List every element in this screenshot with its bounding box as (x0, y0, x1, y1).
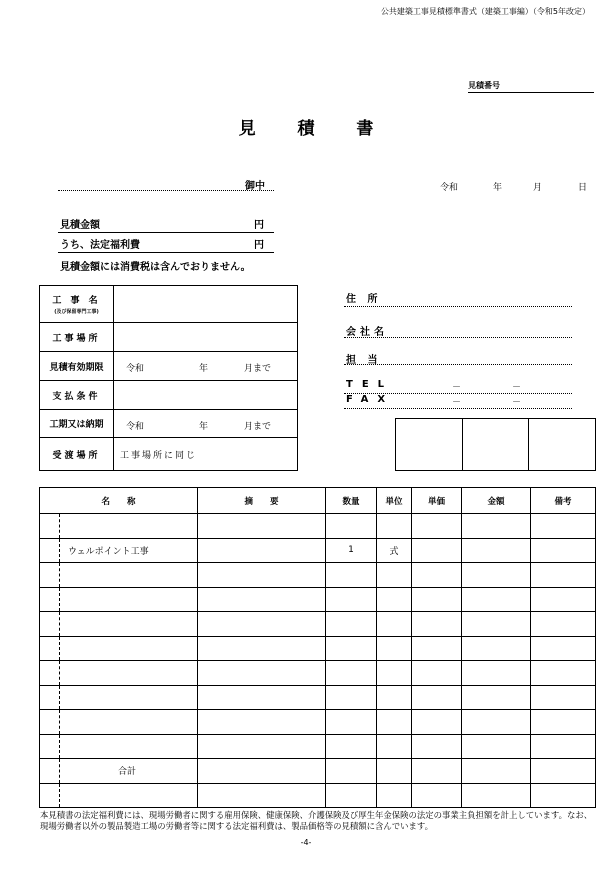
item-unit-cell[interactable] (377, 661, 412, 686)
item-remarks-cell[interactable] (531, 538, 596, 563)
schedule-year: 年 (199, 422, 209, 432)
location-field[interactable] (114, 323, 298, 352)
column-header: 単位 (377, 488, 412, 514)
tax-note: 見積金額には消費税は含んでおりません。 (60, 262, 251, 273)
item-summary-cell[interactable] (198, 759, 326, 784)
table-row (40, 710, 596, 735)
item-unit-price-cell[interactable] (412, 587, 462, 612)
payment-field[interactable] (114, 381, 298, 410)
item-remarks-cell[interactable] (531, 587, 596, 612)
item-amount-cell[interactable] (462, 538, 531, 563)
item-unit-cell[interactable] (377, 734, 412, 759)
item-name-text (40, 741, 68, 751)
stamp-cell (462, 419, 529, 470)
tel-dash-1: － (452, 383, 462, 393)
item-remarks-cell[interactable] (531, 612, 596, 637)
fax-label: FAX (346, 394, 395, 405)
item-name-cell[interactable] (40, 759, 198, 784)
item-name-cell[interactable] (40, 514, 198, 539)
item-summary-cell[interactable] (198, 587, 326, 612)
column-header: 備考 (531, 488, 596, 514)
recipient-line (58, 178, 274, 191)
item-remarks-cell[interactable] (531, 685, 596, 710)
item-remarks-cell[interactable] (531, 783, 596, 808)
item-name-text (40, 594, 68, 604)
fax-dash-2: － (512, 398, 522, 408)
item-unit-price-cell[interactable] (412, 710, 462, 735)
item-unit-price-cell[interactable] (412, 783, 462, 808)
item-remarks-cell[interactable] (531, 563, 596, 588)
item-name-cell[interactable] (40, 612, 198, 637)
schedule-label: 工期又は納期 (40, 410, 114, 438)
address-line (344, 306, 572, 307)
item-amount-cell[interactable] (462, 661, 531, 686)
address-label: 住 所 (346, 294, 382, 305)
item-name-cell[interactable] (40, 636, 198, 661)
table-row (40, 538, 596, 563)
person-label: 担 当 (346, 355, 382, 366)
table-row (40, 685, 596, 710)
yen-unit: 円 (254, 220, 264, 231)
item-amount-cell[interactable] (462, 587, 531, 612)
date-day: 日 (578, 183, 588, 193)
item-unit-cell[interactable] (377, 636, 412, 661)
item-summary-cell[interactable] (198, 661, 326, 686)
item-quantity-text: 1 (348, 545, 354, 556)
table-body (40, 514, 596, 808)
item-quantity-cell[interactable] (326, 759, 377, 784)
item-name-cell[interactable] (40, 710, 198, 735)
item-unit-cell[interactable] (377, 612, 412, 637)
item-unit-cell[interactable] (377, 783, 412, 808)
tel-label: TEL (346, 379, 394, 390)
estimate-number-label: 見積番号 (468, 80, 594, 93)
item-summary-cell[interactable] (198, 734, 326, 759)
table-row (40, 759, 596, 784)
fax-line (344, 408, 572, 409)
company-name-label: 会社名 (346, 327, 388, 338)
item-unit-price-cell[interactable] (412, 734, 462, 759)
yen-unit: 円 (254, 240, 264, 251)
item-name-text (40, 790, 68, 800)
table-row (40, 563, 596, 588)
date-year: 年 (493, 183, 503, 193)
item-name-cell[interactable] (40, 734, 198, 759)
item-unit-price-cell[interactable] (412, 612, 462, 637)
date-era: 令和 (440, 183, 459, 193)
item-name-cell[interactable] (40, 685, 198, 710)
schedule-era: 令和 (126, 422, 145, 432)
project-name-label: 工 事 名 (及び保留専門工事) (40, 286, 114, 323)
table-row (40, 636, 596, 661)
item-name-text (40, 692, 68, 702)
item-amount-cell[interactable] (462, 783, 531, 808)
item-quantity-cell[interactable] (326, 538, 377, 563)
item-unit-price-cell[interactable] (412, 759, 462, 784)
table-row (40, 612, 596, 637)
column-header: 金額 (462, 488, 531, 514)
item-summary-cell[interactable] (198, 685, 326, 710)
table-row (40, 734, 596, 759)
welfare-cost-label: うち、法定福利費 (60, 240, 140, 251)
item-quantity-cell[interactable] (326, 685, 377, 710)
item-name-cell[interactable] (40, 563, 198, 588)
person-line (344, 364, 572, 365)
item-quantity-cell[interactable] (326, 734, 377, 759)
item-name-text (40, 570, 68, 580)
item-unit-cell[interactable] (377, 685, 412, 710)
document-title: 見 積 書 (238, 119, 392, 139)
item-name-text: 合計 (118, 767, 137, 778)
item-name-text (40, 521, 68, 531)
item-amount-cell[interactable] (462, 734, 531, 759)
item-name-cell[interactable] (40, 783, 198, 808)
validity-until: 月まで (244, 364, 272, 374)
item-summary-cell[interactable] (198, 563, 326, 588)
item-quantity-cell[interactable] (326, 514, 377, 539)
item-remarks-cell[interactable] (531, 734, 596, 759)
item-name-cell[interactable] (40, 538, 198, 563)
estimate-total-label: 見積金額 (60, 220, 100, 231)
schedule-until: 月まで (244, 422, 272, 432)
estimate-items-table (39, 487, 596, 808)
item-summary-cell[interactable] (198, 783, 326, 808)
header-reference: 公共建築工事見積標準書式（建築工事編）（令和5年改定） (380, 7, 590, 16)
onchu-label: 御中 (245, 181, 265, 192)
date-month: 月 (533, 183, 543, 193)
validity-era: 令和 (126, 364, 145, 374)
item-amount-cell[interactable] (462, 636, 531, 661)
item-name-text (40, 668, 68, 678)
item-unit-price-cell[interactable] (412, 563, 462, 588)
item-quantity-cell[interactable] (326, 661, 377, 686)
item-amount-cell[interactable] (462, 685, 531, 710)
welfare-cost-row (58, 236, 274, 253)
item-unit-cell[interactable] (377, 587, 412, 612)
item-summary-cell[interactable] (198, 710, 326, 735)
item-remarks-cell[interactable] (531, 636, 596, 661)
table-row (40, 587, 596, 612)
schedule-field[interactable] (114, 410, 298, 438)
item-name-text (40, 643, 68, 653)
item-amount-cell[interactable] (462, 514, 531, 539)
item-quantity-cell[interactable] (326, 636, 377, 661)
item-amount-cell[interactable] (462, 563, 531, 588)
item-quantity-cell[interactable] (326, 587, 377, 612)
item-unit-price-cell[interactable] (412, 685, 462, 710)
table-row (40, 661, 596, 686)
item-amount-cell[interactable] (462, 710, 531, 735)
item-name-text (40, 717, 68, 727)
stamp-cell (528, 419, 595, 470)
item-unit-price-cell[interactable] (412, 538, 462, 563)
item-unit-text: 式 (389, 546, 399, 557)
item-name-cell[interactable] (40, 661, 198, 686)
validity-label: 見積有効期限 (40, 352, 114, 381)
item-remarks-cell[interactable] (531, 514, 596, 539)
item-quantity-cell[interactable] (326, 710, 377, 735)
page-number: -4- (300, 838, 312, 847)
fax-dash-1: － (452, 398, 462, 408)
item-summary-cell[interactable] (198, 612, 326, 637)
item-unit-cell[interactable] (377, 538, 412, 563)
validity-field[interactable] (114, 352, 298, 381)
location-label: 工事場所 (40, 323, 114, 352)
column-header: 単価 (412, 488, 462, 514)
item-unit-price-cell[interactable] (412, 636, 462, 661)
item-summary-cell[interactable] (198, 514, 326, 539)
column-header: 数量 (326, 488, 377, 514)
estimate-total-row (58, 216, 274, 233)
item-unit-cell[interactable] (377, 563, 412, 588)
item-quantity-cell[interactable] (326, 783, 377, 808)
item-quantity-cell[interactable] (326, 612, 377, 637)
company-name-line (344, 337, 572, 338)
item-remarks-cell[interactable] (531, 710, 596, 735)
item-unit-cell[interactable] (377, 710, 412, 735)
item-name-text: ウェルポイント工事 (68, 546, 149, 557)
item-remarks-cell[interactable] (531, 661, 596, 686)
table-row (40, 514, 596, 539)
project-name-sublabel: (及び保留専門工事) (54, 309, 99, 315)
payment-label: 支払条件 (40, 381, 114, 410)
item-amount-cell[interactable] (462, 759, 531, 784)
item-quantity-cell[interactable] (326, 563, 377, 588)
table-header-row (40, 488, 596, 514)
item-unit-price-cell[interactable] (412, 661, 462, 686)
item-summary-cell[interactable] (198, 636, 326, 661)
item-name-text (40, 619, 68, 629)
delivery-field[interactable]: 工事場所に同じ (114, 438, 298, 471)
item-amount-cell[interactable] (462, 612, 531, 637)
validity-year: 年 (199, 364, 209, 374)
item-summary-cell[interactable] (198, 538, 326, 563)
stamp-boxes (395, 418, 596, 471)
tel-dash-2: － (512, 383, 522, 393)
column-header: 摘 要 (198, 488, 326, 514)
item-remarks-cell[interactable] (531, 759, 596, 784)
item-unit-cell[interactable] (377, 759, 412, 784)
project-info-table (39, 285, 298, 471)
column-header: 名 称 (40, 488, 198, 514)
delivery-label: 受渡場所 (40, 438, 114, 471)
item-unit-price-cell[interactable] (412, 514, 462, 539)
footnote: 本見積書の法定福利費には、現場労働者に関する雇用保険、健康保険、介護保険及び厚生年金保険の法定の事業主負担額を計上しています。なお、現場労働者以外の製品製造工場の労働者等に関する法定福利費は、製品価格等の見積額に含んでいます。 (40, 810, 593, 831)
table-row (40, 783, 596, 808)
stamp-cell (396, 419, 462, 470)
item-unit-cell[interactable] (377, 514, 412, 539)
item-name-cell[interactable] (40, 587, 198, 612)
project-name-field[interactable] (114, 286, 298, 323)
